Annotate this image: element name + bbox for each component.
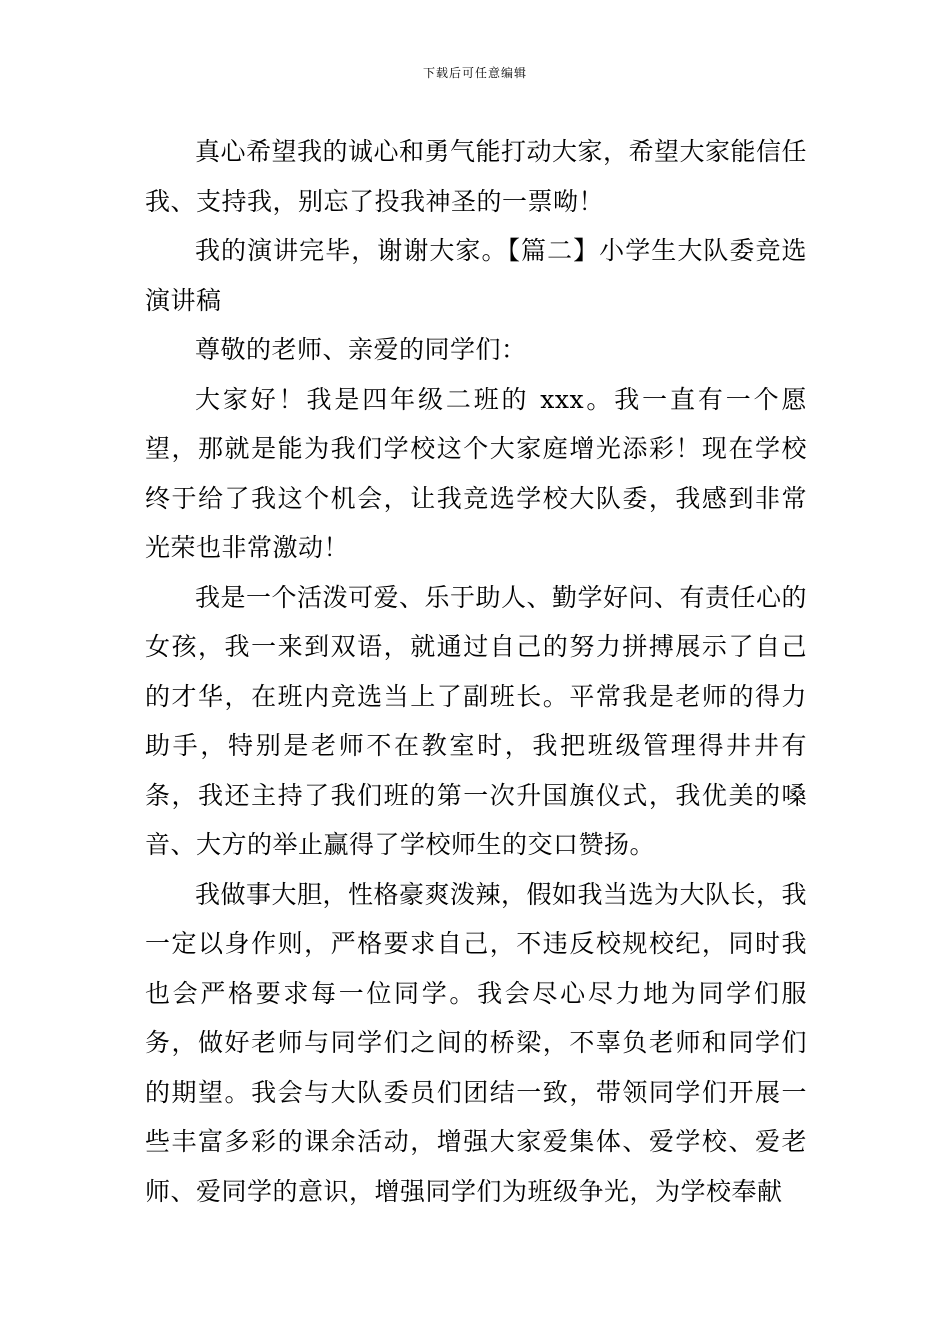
paragraph-commitment: 我做事大胆，性格豪爽泼辣，假如我当选为大队长，我一定以身作则，严格要求自己，不违反校规校纪，同时我也会严格要求每一位同学。我会尽心尽力地为同学们服务，做好老师与同学们之间的桥梁，不辜负老师和同学们的期望。我会与大队委员们团结一致，带领同学们开展一些丰富多彩的课余活动，增强大家爱集体、爱学校、爱老师、爱同学的意识，增强同学们为班级争光，为学校奉献 bbox=[145, 879, 808, 1206]
paragraph-self-introduction: 我是一个活泼可爱、乐于助人、勤学好问、有责任心的女孩，我一来到双语，就通过自己的努力拼搏展示了自己的才华，在班内竞选当上了副班长。平常我是老师的得力助手，特别是老师不在教室时，我把班级管理得井井有条，我还主持了我们班的第一次升国旗仪式，我优美的嗓音、大方的举止赢得了学校师生的交口赞扬。 bbox=[145, 582, 808, 859]
paragraph-closing-hope: 真心希望我的诚心和勇气能打动大家，希望大家能信任我、支持我，别忘了投我神圣的一票呦！ bbox=[145, 137, 808, 216]
document-body bbox=[145, 127, 807, 1216]
paragraph-speech-end-and-title: 我的演讲完毕，谢谢大家。【篇二】小学生大队委竞选演讲稿 bbox=[145, 236, 807, 315]
page-header-note: 下载后可任意编辑 bbox=[422, 66, 527, 80]
paragraph-salutation: 尊敬的老师、亲爱的同学们： bbox=[195, 335, 527, 364]
paragraph-greeting: 大家好！我是四年级二班的 xxx。我一直有一个愿望，那就是能为我们学校这个大家庭增光添彩！现在学校终于给了我这个机会，让我竞选学校大队委，我感到非常光荣也非常激动！ bbox=[145, 384, 807, 562]
